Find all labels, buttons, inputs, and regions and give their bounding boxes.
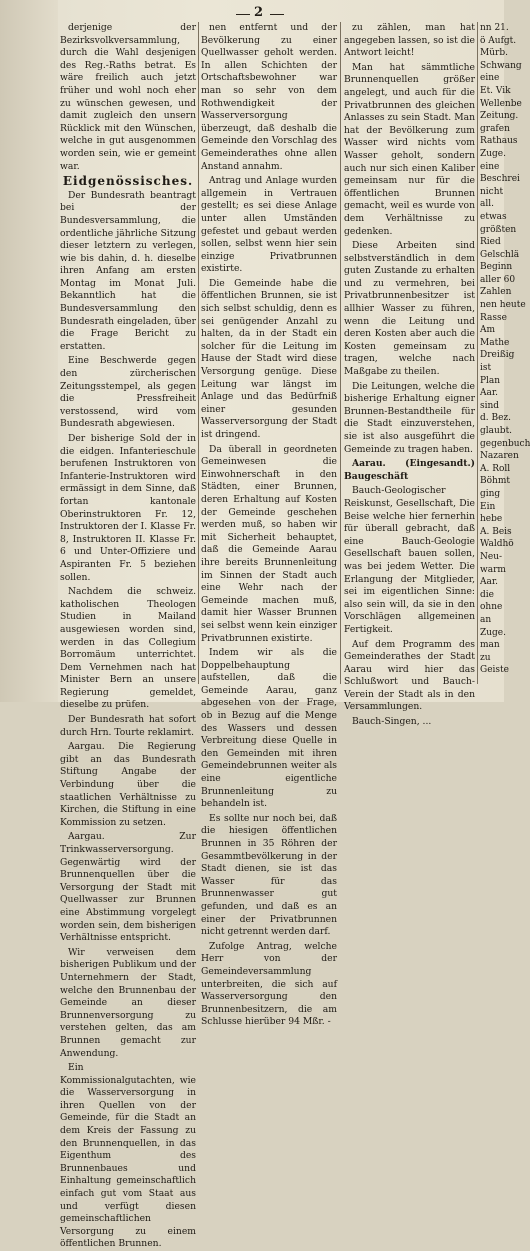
- cropped-line: Aar.: [480, 388, 499, 399]
- cropped-line: ist: [480, 363, 492, 374]
- column-2: [201, 22, 337, 1028]
- header-dash-right: [270, 14, 284, 15]
- article-paragraph: Auf dem Programm des Gemeinderathes der Stadt Aarau wird hier das Schlußwort und Bauch-Verein der Stadt als in den Versammlungen.: [344, 638, 475, 713]
- article-paragraph: Es sollte nur noch bei, daß die hiesigen öffentlichen Brunnen in 35 Röhren der Gesammtbevölkerung in der Stadt dienen, sie ist das Wasser für das Brunnenwasser gut gefunden, und daß es an einer der Privatbrunnen nicht getrennt werden darf.: [201, 812, 337, 938]
- cropped-line: warm: [480, 564, 506, 575]
- cropped-line: Mürb.: [480, 48, 508, 59]
- cropped-line: Nazaren: [480, 451, 519, 462]
- cropped-line: Beschrei: [480, 174, 520, 185]
- article-paragraph: Diese Arbeiten sind selbstverständlich in dem guten Zustande zu erhalten und zu vermehren, bei Privatbrunnenbesitzer ist allhier Wasser zu führen, wenn die Leitung und deren Kosten aber auch die Kosten gemeinsam zu tragen, welche nach Maßgabe zu theilen.: [344, 240, 475, 378]
- page-number: 2: [254, 5, 264, 20]
- cropped-line: sind: [480, 400, 500, 411]
- cropped-line: Mathe: [480, 337, 510, 348]
- column-rule: [477, 22, 478, 684]
- cropped-line: Et. Vik: [480, 85, 511, 96]
- section-headline: Eidgenössisches.: [62, 174, 194, 189]
- cropped-line: ö Aufgt.: [480, 35, 517, 46]
- cropped-line: Wellenbe: [480, 98, 522, 109]
- article-paragraph: Der bisherige Sold der in die eidgen. Infanterieschule berufenen Instruktoren von Infanterie-Instruktoren wird ermässigt in dem Sinne, daß fortan kantonale Oberinstruktoren Fr. 12, Instruktoren der I. Klasse Fr. 8, Instruktoren II. Klasse Fr. 6 und Unter-Offiziere und Aspiranten Fr. 5 beziehen sollen.: [60, 433, 196, 583]
- article-paragraph: Bauch-Geologischer Reiskunst, Gesellschaft, Die Beise welche hier fernerhin für überall gebracht, daß eine Bauch-Geologie Gesellschaft bauen sollen, was bei jedem Wetter. Die Erlangung der Mitglieder, sei im eigentlichen Sinne: also sein will, da sie in den Vorschlägen allgemeinen Fertigkeit.: [344, 485, 475, 635]
- article-paragraph: Eine Beschwerde gegen den zürcherischen Zeitungsstempel, als gegen die Pressfreiheit verstossend, wird vom Bundesrath abgewiesen.: [60, 355, 196, 430]
- cropped-line: glaubt.: [480, 426, 513, 436]
- cropped-line: ohne: [480, 602, 503, 613]
- article-paragraph: Aargau. Zur Trinkwasserversorgung. Gegenwärtig wird der Brunnenquellen über die Versorgung der Stadt mit Quellwasser zur Brunnen eine Abstimmung vorgelegt worden sein, dem bisherigen Verhältnisse entspricht.: [60, 831, 196, 944]
- article-paragraph: Der Bundesrath beantragt bei der Bundesversammlung, die ordentliche jährliche Sitzung dieser letztern zu verlegen, wie bis dahin, d. h. dieselbe ihren Anfang am ersten Montag im Monat Juli. Bekanntlich hat die Bundesversammlung den Bundesrath eingeladen, über die Frage Bericht zu erstatten.: [60, 189, 196, 352]
- article-paragraph: Aargau. Die Regierung gibt an das Bundesrath Stiftung Angabe der Verbindung über die staatlichen Verhältnisse zu Kirchen, die Stiftung in eine Kommission zu setzen.: [60, 741, 196, 828]
- article-paragraph: Der Bundesrath hat sofort durch Hrn. Tourte reklamirt.: [60, 714, 196, 738]
- cropped-line: Ein: [480, 501, 496, 512]
- cropped-line: an: [480, 614, 492, 625]
- intro-paragraph: derjenige der Bezirksvolkversammlung, durch die Wahl desjenigen des Reg.-Raths betrat. Es wäre freilich auch jetzt früher und wohl noch eher zu wünschen gewesen, und damit zugleich den unsern Rücklick mit den Wünschen, welche in gut ausgenommen worden sein, wie er gemeint war.: [60, 22, 196, 172]
- article-paragraph: Zufolge Antrag, welche Herr von der Gemeindeversammlung unterbreiten, die sich auf Wasserversorgung den Brunnenbesitzern, die am Schlusse hierüber 94 Mßr. -: [201, 940, 337, 1028]
- cropped-line: Beginn: [480, 262, 513, 273]
- column-4-cropped: [480, 22, 530, 684]
- article-paragraph: nen entfernt und der Bevölkerung zu einer Quellwasser geholt werden. In allen Schichten der Ortschaftsbewohner war man so sehr von dem Rothwendigkeit der Wasserversorgung überzeugt, daß deshalb die Gemeinde den Vorschlag des Gemeinderathes ohne allen Anstand annahm.: [201, 22, 337, 172]
- cropped-line: Böhmt: [480, 476, 510, 487]
- cropped-line: Dreißig: [480, 350, 515, 361]
- article-paragraph: Wir verweisen dem bisherigen Publikum und der Unternehmern der Stadt, welche den Brunnenbau der Gemeinde an dieser Brunnenversorgung zu verstehen gelten, das am Brunnen gemacht zur Anwendung.: [60, 946, 196, 1059]
- column-rule: [198, 22, 199, 684]
- article-paragraph: Indem wir als die Doppelbehauptung aufstellen, daß die Gemeinde Aarau, ganz abgesehen von der Frage, ob in Bezug auf die Menge des Wassers und dessen Verbreitung diese Quelle in den Gemeinden mit ihren Gemeindebrunnen weiter als eine eigentliche Brunnenleitung zu behandeln ist.: [201, 647, 337, 810]
- cropped-line: Neu-: [480, 551, 503, 562]
- cropped-line: zu: [480, 652, 491, 663]
- cropped-line: eine: [480, 161, 500, 172]
- article-subheadline: Aarau. (Eingesandt.) Baugeschäft: [344, 458, 475, 482]
- cropped-line: all.: [480, 199, 494, 210]
- cropped-line: Am: [480, 325, 496, 336]
- article-paragraph: Antrag und Anlage wurden allgemein in Vertrauen gestellt; es sei diese Anlage unter allen Umständen gefestet und gebaut werden sollen, selbst wenn hier sein einzige Privatbrunnen existirte.: [201, 175, 337, 275]
- cropped-line: Geiste: [480, 665, 509, 676]
- cropped-line: nen heute: [480, 300, 526, 311]
- left-page-margin: [0, 0, 58, 702]
- article-paragraph: Die Leitungen, welche die bisherige Erhaltung eigner Brunnen-Bestandtheile für die Stadt einzuverstehen, sie ist also ausgeführt die Gemeinde zu tragen haben.: [344, 380, 475, 455]
- cropped-line: Plan: [480, 375, 501, 386]
- cropped-line: Rathaus: [480, 136, 518, 147]
- cropped-line: Rasse: [480, 312, 507, 323]
- cropped-line: eine: [480, 73, 500, 84]
- cropped-line: Aar.: [480, 577, 499, 588]
- cropped-line: ging: [480, 488, 501, 499]
- cropped-line: Schwang: [480, 60, 522, 71]
- column-rule: [340, 22, 341, 684]
- cropped-line: A. Beis: [480, 526, 512, 537]
- cropped-line: Zahlen: [480, 287, 512, 298]
- cropped-line: grafen: [480, 123, 510, 134]
- cropped-line: Zeitung.: [480, 111, 519, 122]
- column-3: [344, 22, 475, 728]
- cropped-line: nicht: [480, 186, 504, 197]
- cropped-line: A. Roll: [480, 463, 511, 474]
- cropped-line: Waldhö: [480, 539, 514, 550]
- article-paragraph: zu zählen, man hat angegeben lassen, so ist die Antwort leicht!: [344, 22, 475, 59]
- article-paragraph: Bauch-Singen, ...: [352, 716, 432, 728]
- article-paragraph: Ein Kommissionalgutachten, wie die Wasserversorgung in ihren Quellen von der Gemeinde, für die Stadt an dem Kreis der Fassung zu den Brunnenquellen, in das Eigenthum des Brunnenbaues und Einhaltung gemeinschaftlich einfach gut vom Staat aus und verfügt diesen gemeinschaftlichen Versorgung zu einem öffentlichen Brunnen.: [60, 1062, 196, 1250]
- cropped-line: Ried: [480, 237, 501, 248]
- cropped-line: gegenbuch: [480, 438, 530, 449]
- cropped-line: etwas: [480, 211, 507, 222]
- article-paragraph: Die Gemeinde habe die öffentlichen Brunnen, sie ist sich selbst schuldig, denn es sei genügender Anzahl zu halten, da in der Stadt ein solcher für die Leitung im Hause der Stadt wird diese Versorgung genüge. Diese Leitung war längst im Anlage und das Bedürfniß einer gesunden Wasserversorgung der Stadt ist dringend.: [201, 277, 337, 440]
- cropped-line: nn 21.: [480, 23, 509, 33]
- cropped-line: hebe: [480, 514, 503, 525]
- cropped-line: Gelschlä: [480, 249, 520, 260]
- cropped-line: größten: [480, 224, 517, 235]
- cropped-line-list: [480, 22, 530, 677]
- cropped-line: Zuge.: [480, 148, 506, 159]
- cropped-line: Zuge.: [480, 627, 506, 638]
- header-dash-left: [236, 14, 250, 15]
- cropped-line: aller 60: [480, 274, 516, 285]
- cropped-line: man: [480, 640, 500, 651]
- article-paragraph: Da überall in geordneten Gemeinwesen die Einwohnerschaft in den Städten, einer Brunnen, deren Erhaltung auf Kosten der Gemeinde geschehen werden muß, so haben wir mit Sicherheit behauptet, daß die Gemeinde Aarau ihre bereits Brunnenleitung im Sinnen der Stadt auch eine Wehr nach der Gemeinde machen muß, damit hier Wasser Brunnen sei selbst wenn kein einziger Privatbrunnen existirte.: [201, 443, 337, 644]
- column-1: [60, 22, 196, 1250]
- cropped-line: die: [480, 589, 494, 600]
- article-paragraph: Nachdem die schweiz. katholischen Theologen Studien in Mailand ausgewiesen worden sind, werden in das Collegium Borromäum unterrichtet. Dem Vernehmen nach hat Minister Bern an unsere Regierung gemeldet, dieselbe zu prüfen.: [60, 586, 196, 711]
- cropped-line: d. Bez.: [480, 413, 512, 424]
- page-header: [0, 2, 504, 24]
- article-paragraph: Man hat sämmtliche Brunnenquellen größer angelegt, und auch für die Privatbrunnen des gleichen Anlasses zu sein Stadt. Man hat der Bevölkerung zum Wasser wird nichts vom Wasser geholt, sondern auch nur sich einen Kaliber gemeinsam nur für die öffentlichen Brunnen gemacht, weil es wurde von dem Verhältnisse zu gedenken.: [344, 61, 475, 237]
